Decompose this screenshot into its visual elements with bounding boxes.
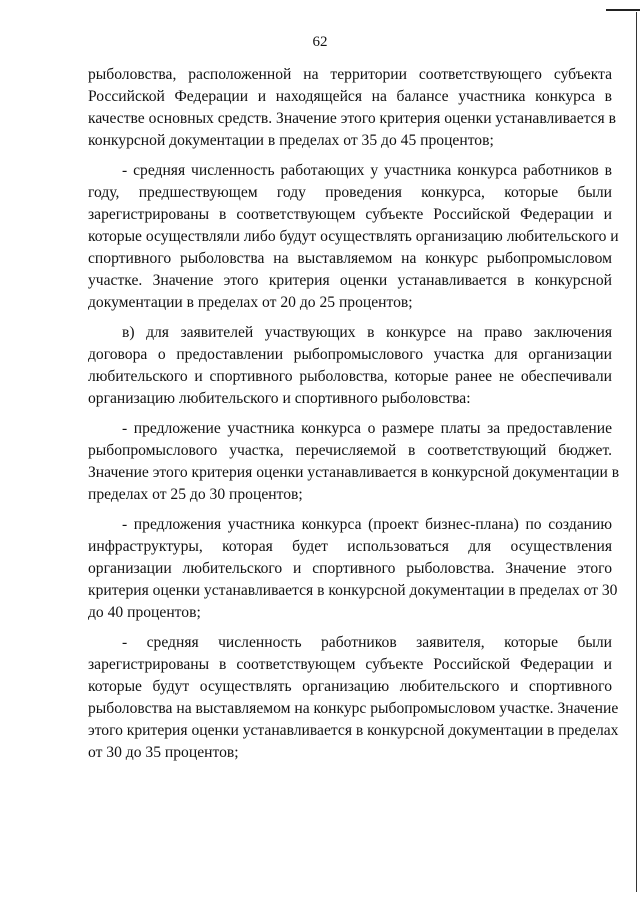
text-line: году, предшествующем году проведения конкурса, которые были — [88, 184, 612, 201]
text-line: от 30 до 35 процентов; — [88, 744, 239, 761]
text-line: спортивного рыболовства на выставляемом на конкурс рыбопромысловом — [88, 250, 612, 267]
text-line: - средняя численность работников заявителя, которые были — [122, 634, 612, 651]
text-line: зарегистрированы в соответствующем субъекте Российской Федерации и — [88, 656, 612, 673]
text-line: рыболовства на выставляемом на конкурс рыбопромысловом участке. Значение — [88, 700, 619, 717]
text-line: которые осуществляли либо будут осуществлять организацию любительского и — [88, 228, 619, 245]
text-line: участке. Значение этого критерия оценки устанавливается в конкурсной — [88, 272, 612, 289]
text-line: пределах от 25 до 30 процентов; — [88, 486, 303, 503]
text-line: Российской Федерации и находящейся на балансе участника конкурса в — [88, 88, 612, 105]
text-line: до 40 процентов; — [88, 604, 201, 621]
paragraph — [88, 322, 612, 410]
page-number: 62 — [312, 34, 328, 50]
text-line: - предложения участника конкурса (проект бизнес-плана) по созданию — [122, 516, 612, 533]
paragraph — [88, 64, 616, 152]
text-line: - предложение участника конкурса о размере платы за предоставление — [122, 420, 612, 437]
text-line: в) для заявителей участвующих в конкурсе на право заключения — [122, 324, 612, 341]
paragraph — [88, 418, 620, 506]
text-line: которые будут осуществлять организацию любительского и спортивного — [88, 678, 612, 695]
scan-page-edge — [636, 12, 637, 892]
text-line: качестве основных средств. Значение этого критерия оценки устанавливается в — [88, 110, 616, 127]
paragraph — [88, 514, 618, 624]
text-line: инфраструктуры, которая будет использоваться для осуществления — [88, 538, 612, 555]
scan-corner-mark — [606, 9, 640, 11]
paragraph — [88, 160, 619, 314]
text-line: договора о предоставлении рыбопромыслового участка для организации — [88, 346, 612, 363]
text-line: конкурсной документации в пределах от 35 до 45 процентов; — [88, 132, 494, 149]
text-line: этого критерия оценки устанавливается в конкурсной документации в пределах — [88, 722, 619, 739]
text-line: критерия оценки устанавливается в конкурсной документации в пределах от 30 — [88, 582, 618, 599]
text-line: рыбопромыслового участка, перечисляемой в соответствующий бюджет. — [88, 442, 612, 459]
paragraph — [88, 632, 619, 764]
text-line: любительского и спортивного рыболовства, которые ранее не обеспечивали — [88, 368, 612, 385]
text-line: организации любительского и спортивного рыболовства. Значение этого — [88, 560, 612, 577]
document-body — [88, 64, 620, 772]
text-line: Значение этого критерия оценки устанавливается в конкурсной документации в — [88, 464, 620, 481]
text-line: рыболовства, расположенной на территории соответствующего субъекта — [88, 66, 612, 83]
text-line: - средняя численность работающих у участника конкурса работников в — [122, 162, 612, 179]
text-line: документации в пределах от 20 до 25 процентов; — [88, 294, 413, 311]
text-line: зарегистрированы в соответствующем субъекте Российской Федерации и — [88, 206, 612, 223]
text-line: организацию любительского и спортивного рыболовства: — [88, 390, 471, 407]
